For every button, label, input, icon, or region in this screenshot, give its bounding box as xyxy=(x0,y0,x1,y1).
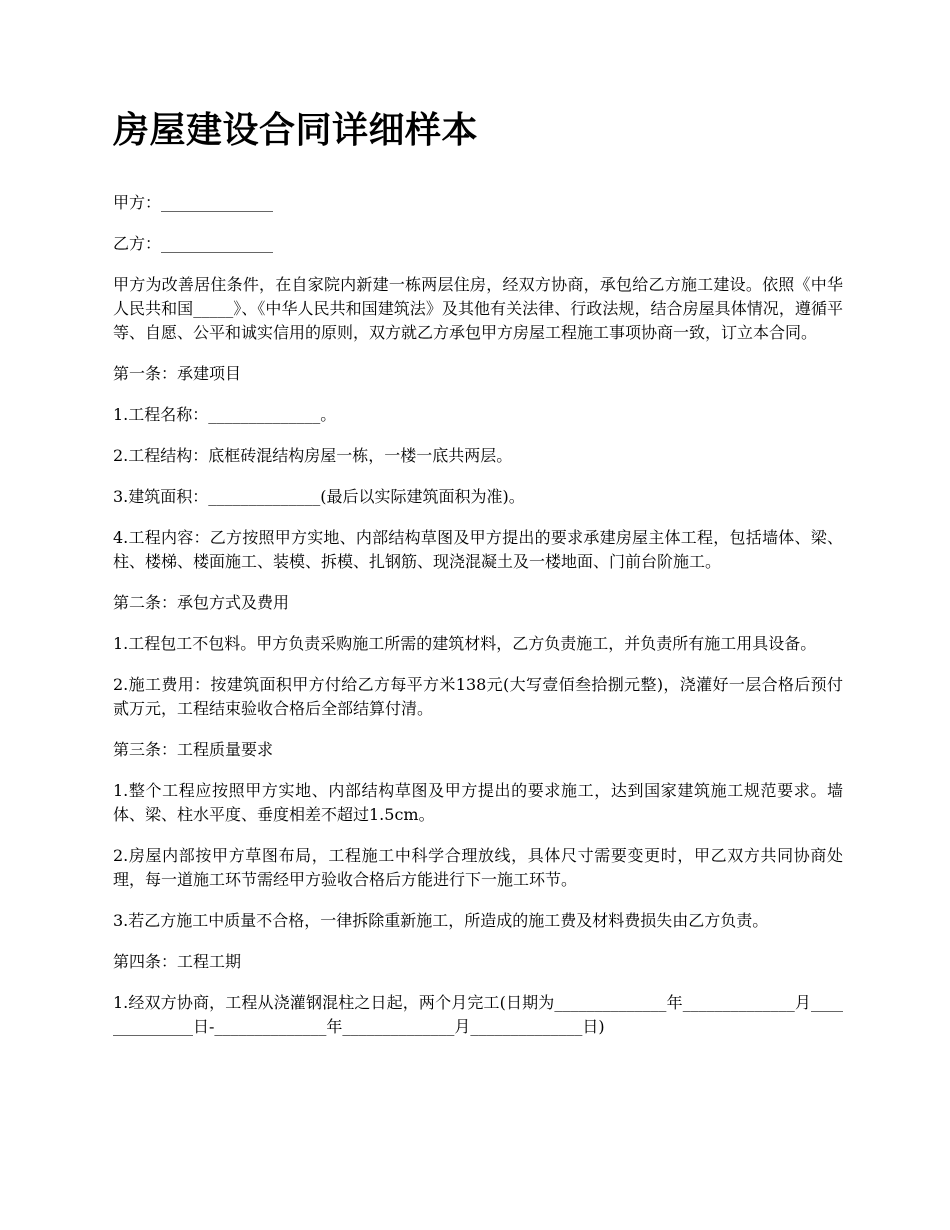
article-3-item: 3.若乙方施工中质量不合格，一律拆除重新施工，所造成的施工费及材料费损失由乙方负责。 xyxy=(113,910,769,930)
document-page xyxy=(113,108,843,1056)
article-1-heading: 第一条：承建项目 xyxy=(113,363,242,383)
party-a-line: 甲方：______________ xyxy=(113,192,274,212)
article-4-heading: 第四条：工程工期 xyxy=(113,951,242,971)
article-2-item: 2.施工费用：按建筑面积甲方付给乙方每平方米138元(大写壹佰叁拾捌元整)，浇灌好一层合格后预付贰万元，工程结束验收合格后全部结算付清。 xyxy=(113,674,843,718)
article-3-heading: 第三条：工程质量要求 xyxy=(113,739,274,759)
document-title: 房屋建设合同详细样本 xyxy=(113,110,479,151)
article-1-item: 4.工程内容：乙方按照甲方实地、内部结构草图及甲方提出的要求承建房屋主体工程，包括墙体、梁、柱、楼梯、楼面施工、装模、拆模、扎钢筋、现浇混凝土及一楼地面、门前台阶施工。 xyxy=(113,527,843,571)
article-4-item: 1.经双方协商，工程从浇灌钢混柱之日起，两个月完工(日期为______________年______________月______________日-______________年______________月______________日) xyxy=(113,992,843,1036)
party-b-line: 乙方：______________ xyxy=(113,233,274,253)
article-3-item: 1.整个工程应按照甲方实地、内部结构草图及甲方提出的要求施工，达到国家建筑施工规范要求。墙体、梁、柱水平度、垂度相差不超过1.5cm。 xyxy=(113,780,843,824)
article-2-heading: 第二条：承包方式及费用 xyxy=(113,592,290,612)
article-1-item: 1.工程名称：______________。 xyxy=(113,404,337,424)
article-1-item: 3.建筑面积：______________(最后以实际建筑面积为准)。 xyxy=(113,486,525,506)
article-1-item: 2.工程结构：底框砖混结构房屋一栋，一楼一底共两层。 xyxy=(113,445,513,465)
article-3-item: 2.房屋内部按甲方草图布局，工程施工中科学合理放线，具体尺寸需要变更时，甲乙双方共同协商处理，每一道施工环节需经甲方验收合格后方能进行下一施工环节。 xyxy=(113,845,843,889)
preamble-paragraph: 甲方为改善居住条件，在自家院内新建一栋两层住房，经双方协商，承包给乙方施工建设。依照《中华人民共和国_____》、《中华人民共和国建筑法》及其他有关法律、行政法规，结合房屋具体情况，遵循平等、自愿、公平和诚实信用的原则，双方就乙方承包甲方房屋工程施工事项协商一致，订立本合同。 xyxy=(113,274,843,342)
article-2-item: 1.工程包工不包料。甲方负责采购施工所需的建筑材料，乙方负责施工，并负责所有施工用具设备。 xyxy=(113,633,817,653)
